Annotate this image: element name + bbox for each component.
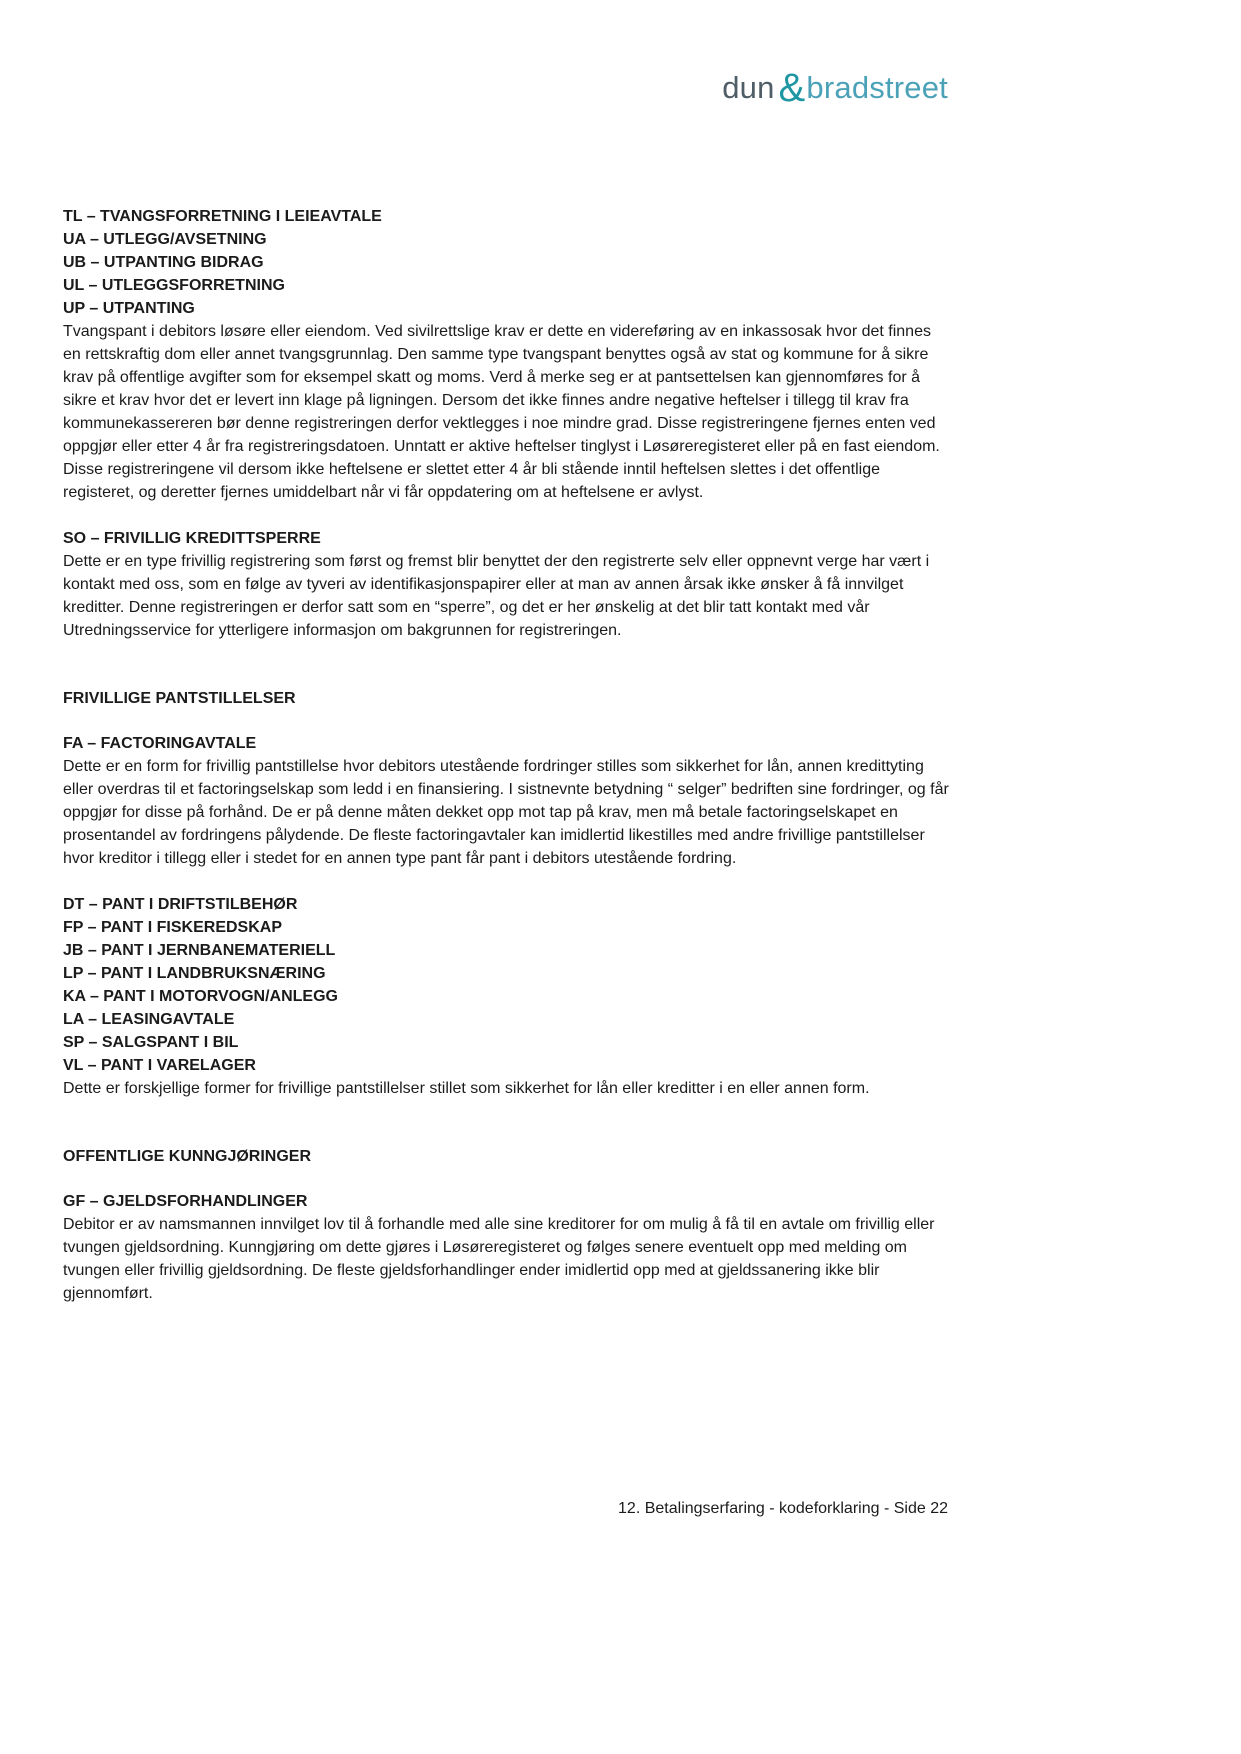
logo-text-dun: dun — [722, 70, 775, 105]
code-line-ub: UB – UTPANTING BIDRAG — [63, 254, 264, 271]
code-list-pant — [63, 893, 953, 1077]
section-title-offentlige-kunngjoringer: OFFENTLIGE KUNNGJØRINGER — [63, 1148, 312, 1165]
code-line-la: LA – LEASINGAVTALE — [63, 1011, 235, 1028]
code-line-dt: DT – PANT I DRIFTSTILBEHØR — [63, 896, 298, 913]
heading-gf-gjeldsforhandlinger: GF – GJELDSFORHANDLINGER — [63, 1193, 308, 1210]
section-title-frivillige-pantstillelser: FRIVILLIGE PANTSTILLELSER — [63, 690, 296, 707]
code-line-up: UP – UTPANTING — [63, 300, 195, 317]
paragraph-pant: Dette er forskjellige former for frivillige pantstillelser stillet som sikkerhet for lån eller kreditter i en eller annen form. — [63, 1080, 870, 1097]
code-line-sp: SP – SALGSPANT I BIL — [63, 1034, 239, 1051]
page-footer: 12. Betalingserfaring - kodeforklaring - Side 22 — [618, 1500, 948, 1517]
paragraph-so-kredittsperre: Dette er en type frivillig registrering som først og fremst blir benyttet der den registrerte selv eller oppnevnt verge har vært i kontakt med oss, som en følge av tyveri av identifikasjonspapirer eller at man av annen årsak ikke ønsker å få innvilget kreditter. Denne registreringen er derfor satt som en “sperre”, og det er her ønskelig at det blir tatt kontakt med vår Utredningsservice for ytterligere informasjon om bakgrunnen for registreringen. — [63, 553, 930, 639]
heading-fa-factoringavtale: FA – FACTORINGAVTALE — [63, 735, 257, 752]
code-line-ka: KA – PANT I MOTORVOGN/ANLEGG — [63, 988, 338, 1005]
code-line-fp: FP – PANT I FISKEREDSKAP — [63, 919, 282, 936]
code-line-ua: UA – UTLEGG/AVSETNING — [63, 231, 267, 248]
document-content — [63, 205, 953, 1328]
code-line-lp: LP – PANT I LANDBRUKSNÆRING — [63, 965, 326, 982]
heading-so-kredittsperre: SO – FRIVILLIG KREDITTSPERRE — [63, 530, 321, 547]
code-line-tl: TL – TVANGSFORRETNING I LEIEAVTALE — [63, 208, 382, 225]
paragraph-fa-factoringavtale: Dette er en form for frivillig pantstillelse hvor debitors utestående fordringer stilles som sikkerhet for lån, annen kredittyting eller overdras til et factoringselskap som ledd i en finansiering. I sistnevnte betydning “ selger” bedriften sine fordringer, og får oppgjør for disse på forhånd. De er på denne måten dekket opp mot tap på krav, men må betale factoringselskapet en prosentandel av fordringens pålydende. De fleste factoringavtaler kan imidlertid likestilles med andre frivillige pantstillelser hvor kreditor i tillegg eller i stedet for en annen type pant får pant i debitors utestående fordring. — [63, 758, 949, 867]
code-line-jb: JB – PANT I JERNBANEMATERIELL — [63, 942, 336, 959]
code-list-tvangspant — [63, 205, 953, 320]
paragraph-gf-gjeldsforhandlinger: Debitor er av namsmannen innvilget lov til å forhandle med alle sine kreditorer for om mulig å få til en avtale om frivillig eller tvungen gjeldsordning. Kunngjøring om dette gjøres i Løsøreregisteret og følges senere eventuelt opp med melding om tvungen eller frivillig gjeldsordning. De fleste gjeldsforhandlinger ender imidlertid opp med at gjeldssanering ikke blir gjennomført. — [63, 1216, 935, 1302]
logo-text-bradstreet: bradstreet — [806, 70, 948, 105]
code-line-vl: VL – PANT I VARELAGER — [63, 1057, 256, 1074]
dnb-logo — [722, 68, 948, 108]
code-line-ul: UL – UTLEGGSFORRETNING — [63, 277, 285, 294]
logo-ampersand-icon: & — [778, 66, 806, 110]
paragraph-tvangspant: Tvangspant i debitors løsøre eller eiendom. Ved sivilrettslige krav er dette en videreføring av en inkassosak hvor det finnes en rettskraftig dom eller annet tvangsgrunnlag. Den samme type tvangspant benyttes også av stat og kommune for å sikre krav på offentlige avgifter som for eksempel skatt og moms. Verd å merke seg er at pantsettelsen kan gjennomføres for å sikre et krav hvor det er levert inn klage på ligningen. Dersom det ikke finnes andre negative heftelser i tillegg til krav fra kommunekassereren bør denne registreringen derfor vektlegges i noe mindre grad. Disse registreringene fjernes enten ved oppgjør eller etter 4 år fra registreringsdatoen. Unntatt er aktive heftelser tinglyst i Løsøreregisteret eller på en fast eiendom. Disse registreringene vil dersom ikke heftelsene er slettet etter 4 år bli stående inntil heftelsen slettes i det offentlige registeret, og deretter fjernes umiddelbart når vi får oppdatering om at heftelsene er avlyst. — [63, 323, 940, 501]
